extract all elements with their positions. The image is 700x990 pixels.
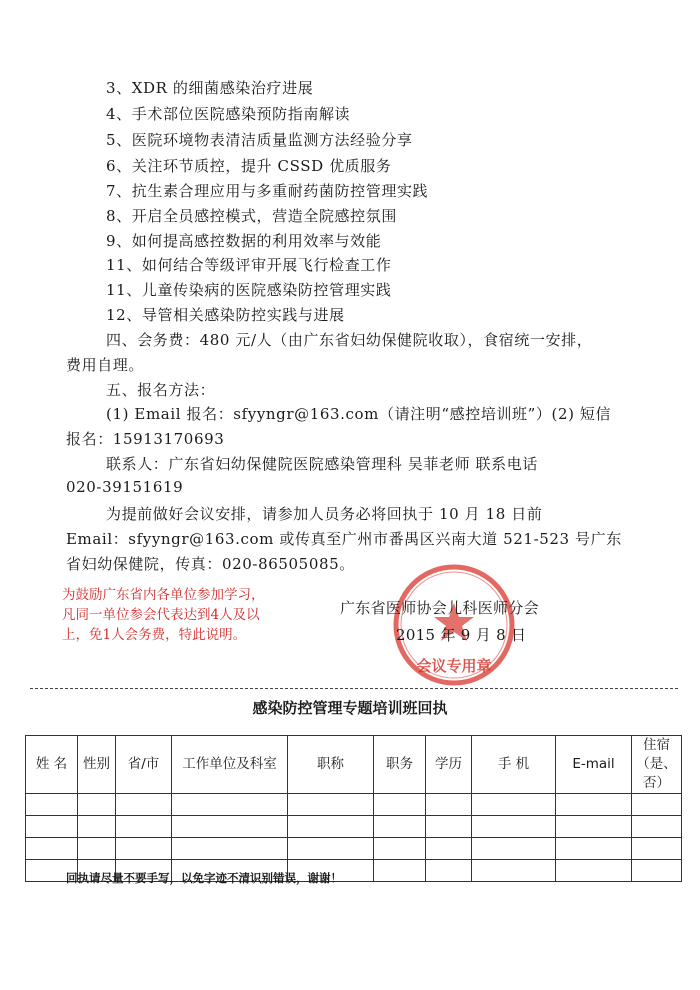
table-cell[interactable] <box>632 838 682 860</box>
discount-note-line: 上，免1人会务费，特此说明。 <box>62 627 247 643</box>
list-item: 3、XDR 的细菌感染治疗进展 <box>106 79 314 97</box>
table-cell[interactable] <box>116 838 172 860</box>
list-item: 8、开启全员感控模式，营造全院感控氛围 <box>106 207 397 225</box>
table-cell[interactable] <box>426 838 472 860</box>
table-row <box>26 838 682 860</box>
table-cell[interactable] <box>78 794 116 816</box>
table-cell[interactable] <box>26 838 78 860</box>
table-cell[interactable] <box>374 816 426 838</box>
col-workplace: 工作单位及科室 <box>172 736 288 794</box>
seal-label: 会议专用章 <box>416 657 492 675</box>
table-cell[interactable] <box>288 794 374 816</box>
col-title: 职称 <box>288 736 374 794</box>
table-cell[interactable] <box>374 794 426 816</box>
discount-note <box>62 585 342 645</box>
contact-line-1: 联系人：广东省妇幼保健院医院感染管理科 吴菲老师 联系电话 <box>106 455 538 473</box>
table-cell[interactable] <box>288 838 374 860</box>
registration-line-1: (1) Email 报名：sfyyngr@163.com（请注明“感控培训班”）(2) 短信 <box>106 405 612 423</box>
form-footnote: 回执请尽量不要手写，以免字迹不清识别错误，谢谢！ <box>66 871 342 885</box>
cut-line <box>30 688 678 689</box>
table-cell[interactable] <box>26 794 78 816</box>
list-item: 11、如何结合等级评审开展飞行检查工作 <box>106 256 392 274</box>
table-cell[interactable] <box>632 816 682 838</box>
table-cell[interactable] <box>472 794 556 816</box>
reply-line-1: 为提前做好会议安排，请参加人员务必将回执于 10 月 18 日前 <box>106 505 543 523</box>
discount-note-line: 凡同一单位参会代表达到4人及以 <box>62 607 260 623</box>
list-item: 12、导管相关感染防控实践与进展 <box>106 306 345 324</box>
list-item: 4、手术部位医院感染预防指南解读 <box>106 105 351 123</box>
registration-line-2: 报名：15913170693 <box>66 430 225 448</box>
table-cell[interactable] <box>632 860 682 882</box>
table-cell[interactable] <box>556 816 632 838</box>
list-item: 7、抗生素合理应用与多重耐药菌防控管理实践 <box>106 182 429 200</box>
table-cell[interactable] <box>632 794 682 816</box>
discount-note-line: 为鼓励广东省内各单位参加学习， <box>62 587 265 603</box>
table-row <box>26 816 682 838</box>
table-cell[interactable] <box>426 794 472 816</box>
fee-line-1: 四、会务费：480 元/人（由广东省妇幼保健院收取），食宿统一安排， <box>106 331 593 349</box>
official-seal-icon <box>384 553 527 693</box>
table-cell[interactable] <box>116 816 172 838</box>
table-header-row <box>26 736 682 794</box>
col-phone: 手 机 <box>472 736 556 794</box>
table-cell[interactable] <box>374 860 426 882</box>
table-cell[interactable] <box>472 860 556 882</box>
col-position: 职务 <box>374 736 426 794</box>
table-cell[interactable] <box>472 816 556 838</box>
table-cell[interactable] <box>374 838 426 860</box>
table-cell[interactable] <box>426 816 472 838</box>
reply-form-title: 感染防控管理专题培训班回执 <box>252 699 448 717</box>
list-item: 11、儿童传染病的医院感染防控管理实践 <box>106 281 392 299</box>
list-item: 9、如何提高感控数据的利用效率与效能 <box>106 232 382 250</box>
col-province: 省/市 <box>116 736 172 794</box>
registration-heading: 五、报名方法： <box>106 381 216 399</box>
col-lodging: 住宿（是、否） <box>632 736 682 794</box>
table-cell[interactable] <box>556 794 632 816</box>
issuing-organization: 广东省医师协会儿科医师分会 <box>340 599 539 617</box>
table-cell[interactable] <box>26 816 78 838</box>
col-gender: 性别 <box>78 736 116 794</box>
col-email: E-mail <box>556 736 632 794</box>
col-education: 学历 <box>426 736 472 794</box>
table-cell[interactable] <box>556 860 632 882</box>
table-cell[interactable] <box>78 816 116 838</box>
reply-form-table <box>25 735 682 882</box>
table-cell[interactable] <box>472 838 556 860</box>
table-cell[interactable] <box>172 794 288 816</box>
reply-line-2: Email：sfyyngr@163.com 或传真至广州市番禺区兴南大道 521-523 号广东 <box>66 530 622 548</box>
table-cell[interactable] <box>116 794 172 816</box>
table-cell[interactable] <box>426 860 472 882</box>
list-item: 5、医院环境物表清洁质量监测方法经验分享 <box>106 131 413 149</box>
table-cell[interactable] <box>288 816 374 838</box>
reply-line-3: 省妇幼保健院，传真：020-86505085。 <box>66 555 355 573</box>
contact-line-2: 020-39151619 <box>66 478 184 496</box>
table-cell[interactable] <box>172 838 288 860</box>
fee-line-2: 费用自理。 <box>66 356 145 374</box>
col-name: 姓 名 <box>26 736 78 794</box>
table-cell[interactable] <box>556 838 632 860</box>
list-item: 6、关注环节质控，提升 CSSD 优质服务 <box>106 157 392 175</box>
issue-date: 2015 年 9 月 8 日 <box>396 626 527 644</box>
table-cell[interactable] <box>78 838 116 860</box>
table-row <box>26 794 682 816</box>
table-cell[interactable] <box>172 816 288 838</box>
